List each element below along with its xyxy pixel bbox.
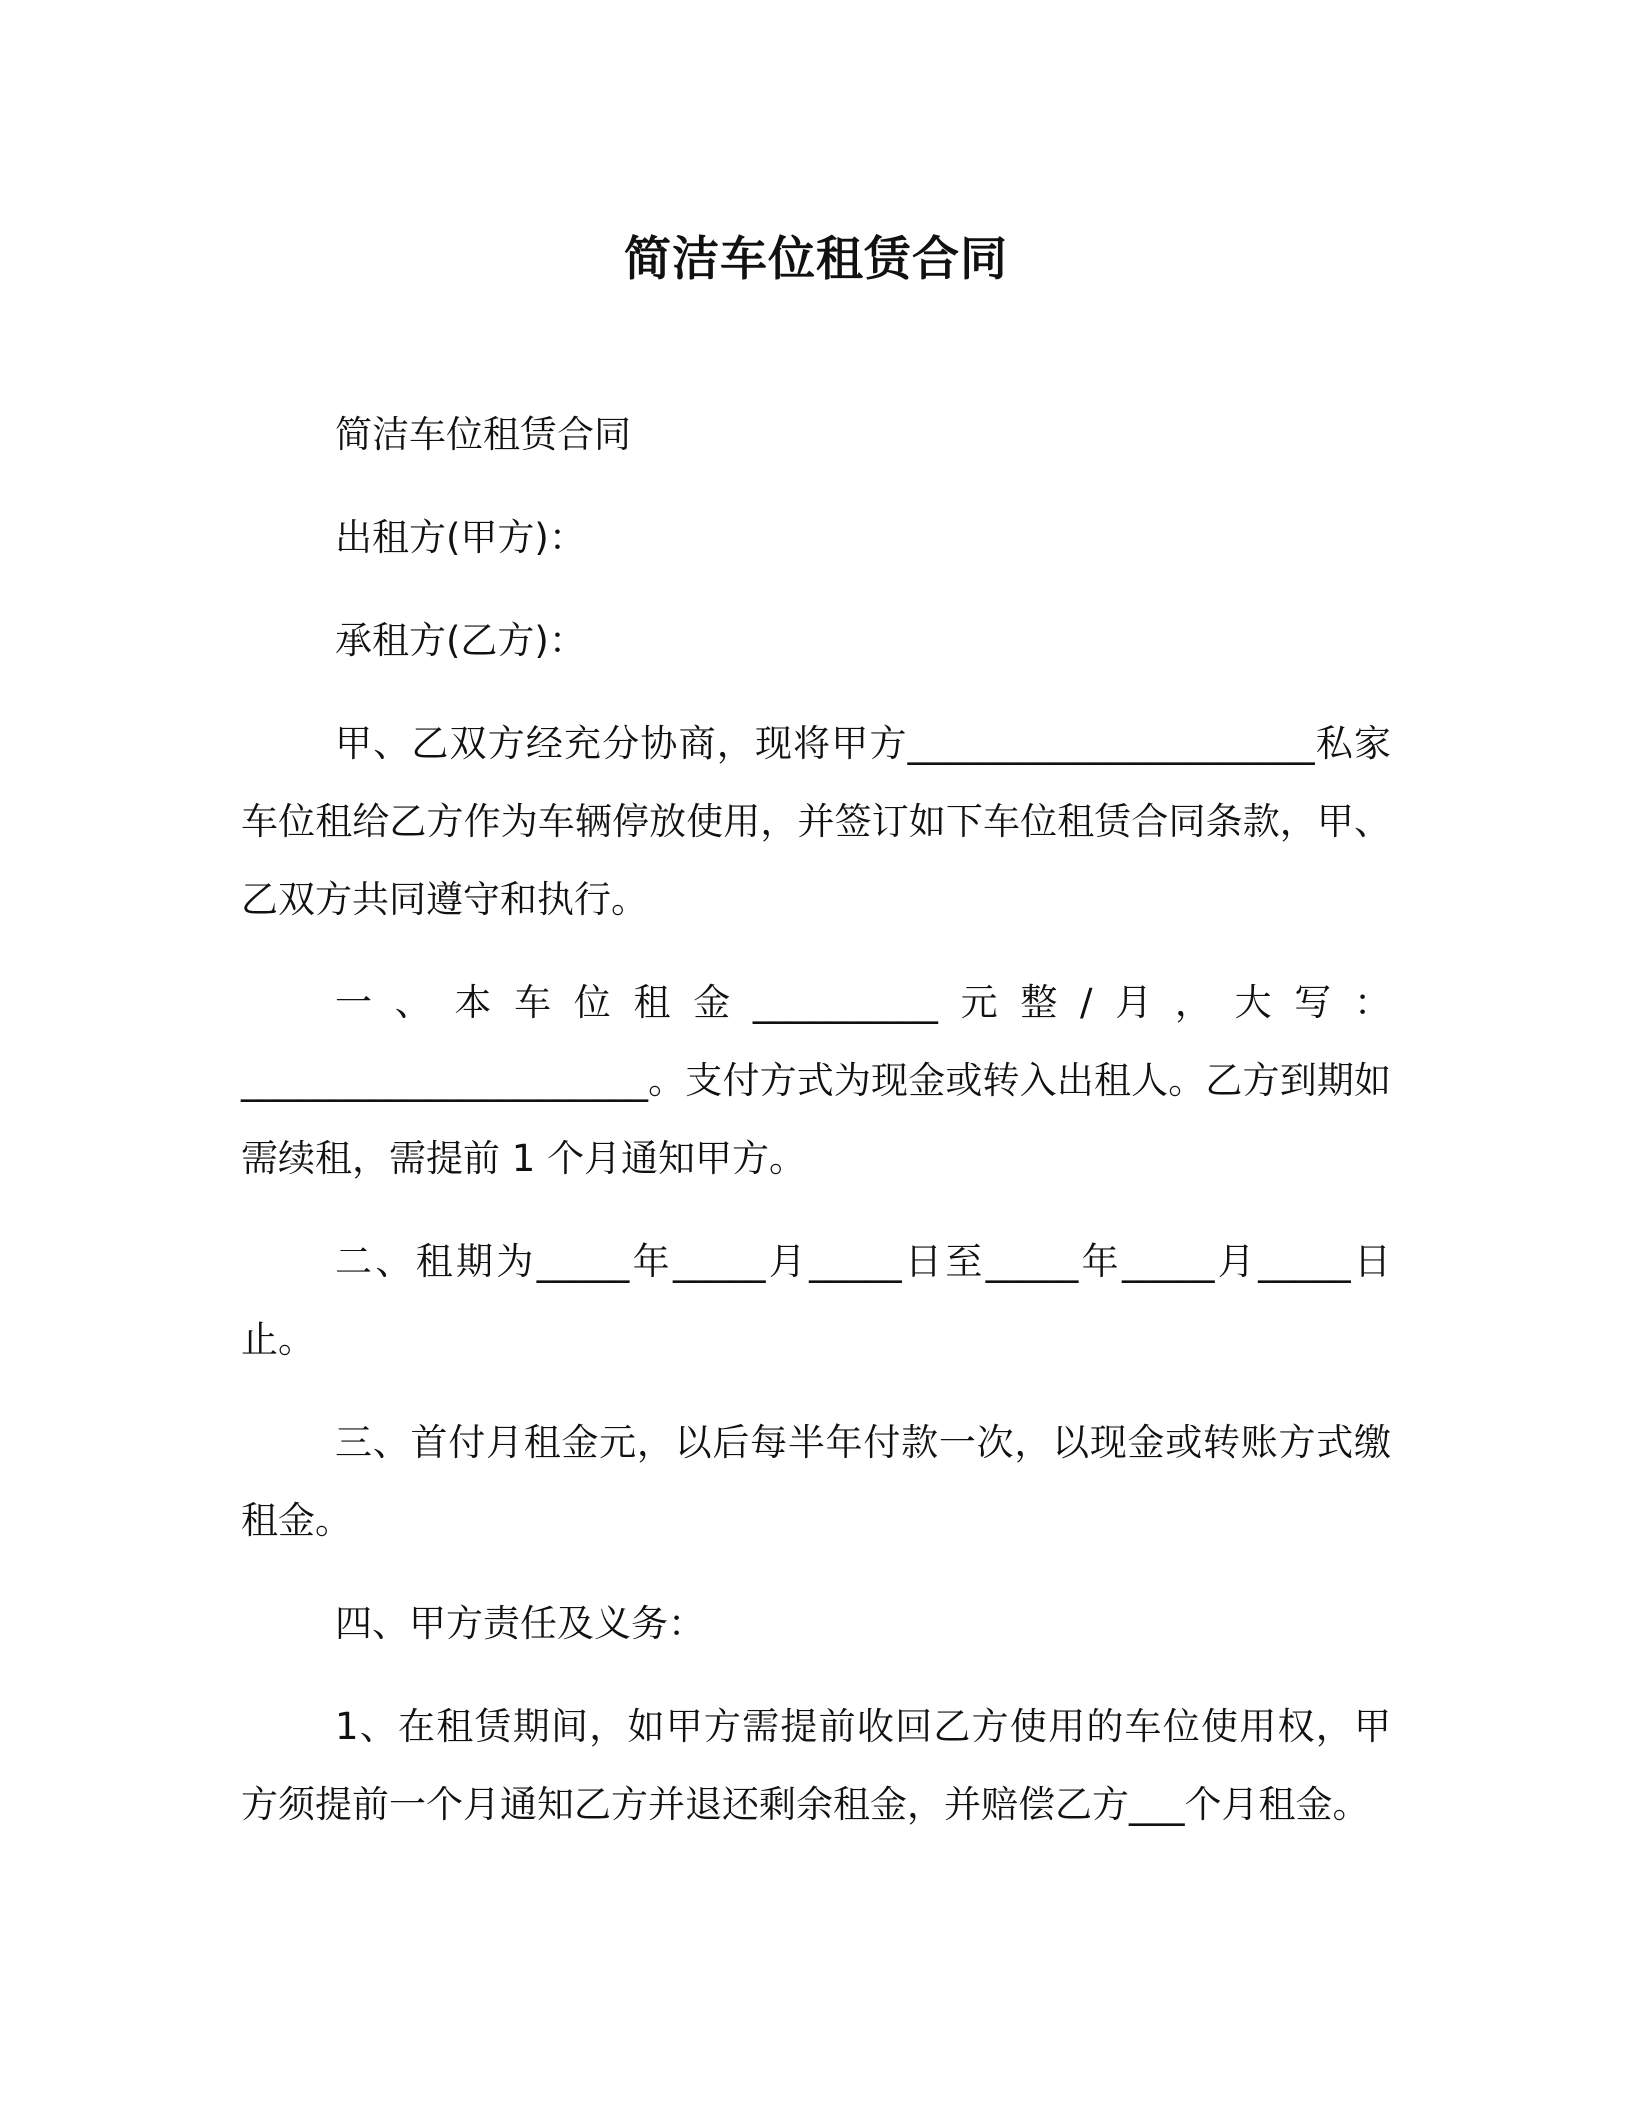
- clause-3-payment: 三、首付月租金元，以后每半年付款一次，以现金或转账方式缴租金。: [241, 1421, 1391, 1542]
- document-title: 简洁车位租赁合同: [624, 232, 1008, 287]
- clause-1-rent: 一、本车位租金__________元整/月，大写：______________________。支付方式为现金或转入出租人。乙方到期如需续租，需提前 1 个月通知甲方。: [241, 981, 1391, 1180]
- lessor-line: 出租方(甲方)：: [335, 516, 586, 559]
- document-body: [241, 396, 1391, 1869]
- lessee-line: 承租方(乙方)：: [335, 619, 586, 662]
- subtitle-paragraph: 简洁车位租赁合同: [335, 413, 631, 456]
- clause-4-item-1: 1、在租赁期间，如甲方需提前收回乙方使用的车位使用权，甲方须提前一个月通知乙方并退还剩余租金，并赔偿乙方___个月租金。: [241, 1705, 1391, 1826]
- clause-2-term: 二、租期为_____年_____月_____日至_____年_____月_____日止。: [241, 1240, 1391, 1361]
- clause-4-heading: 四、甲方责任及义务：: [335, 1602, 705, 1645]
- preamble-paragraph: 甲、乙双方经充分协商，现将甲方______________________私家车位租给乙方作为车辆停放使用，并签订如下车位租赁合同条款，甲、乙双方共同遵守和执行。: [241, 722, 1391, 921]
